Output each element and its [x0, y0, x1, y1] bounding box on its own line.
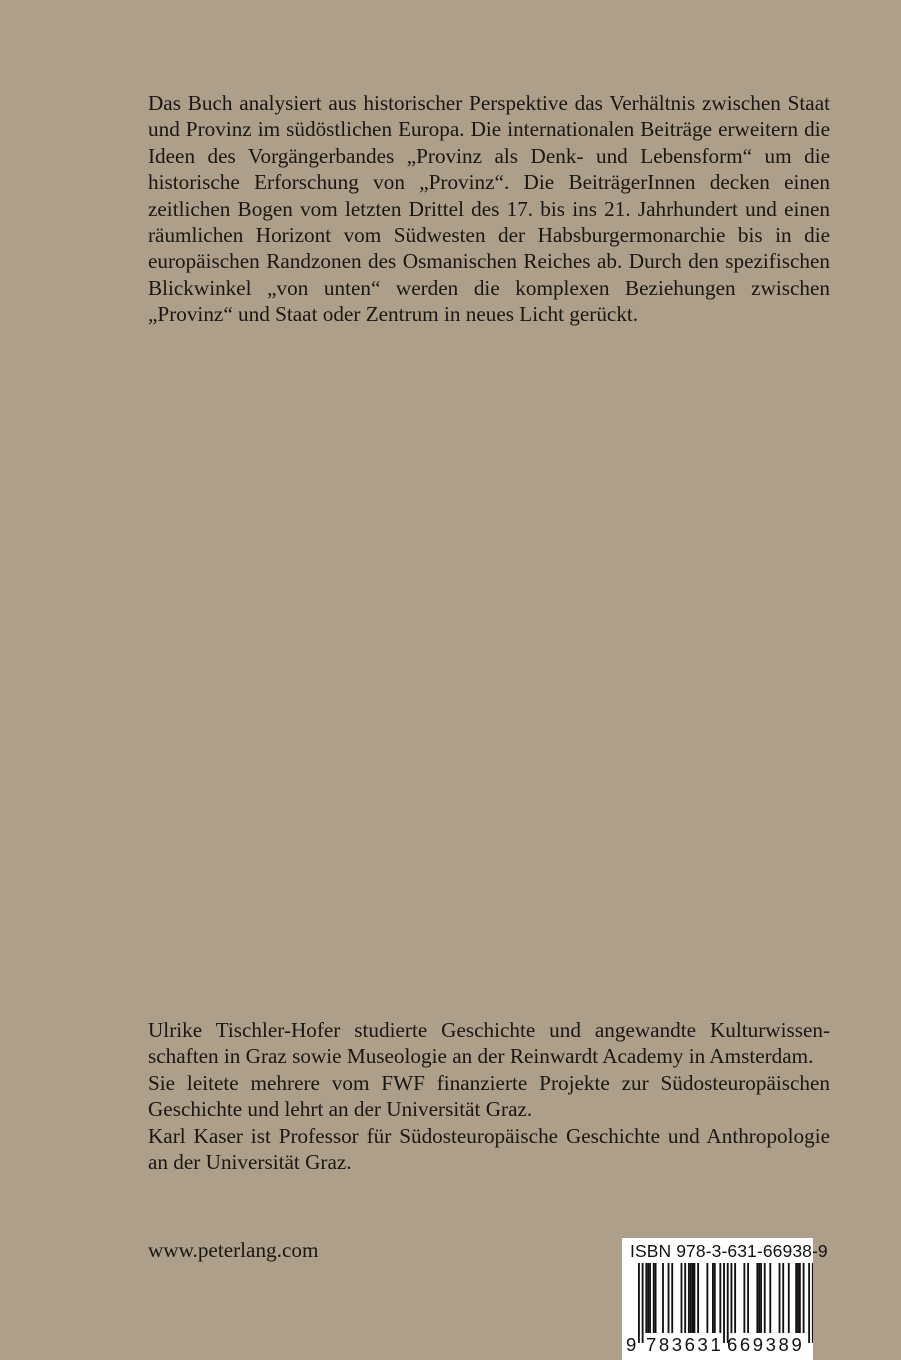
- barcode-bar: [688, 1263, 690, 1333]
- author-bio-line: schaften in Graz sowie Museologie an der Reinwardt Academy in Amsterdam.: [148, 1044, 814, 1069]
- barcode-bar: [788, 1263, 790, 1333]
- barcode-bar: [760, 1263, 762, 1333]
- barcode-bar: [719, 1263, 721, 1333]
- barcode-bar: [782, 1263, 784, 1333]
- author-bio-line: Karl Kaser ist Professor für Südosteuropäische Geschichte und Anthropologie: [148, 1123, 830, 1148]
- isbn-barcode-box: [622, 1238, 828, 1360]
- barcode-bar: [647, 1263, 649, 1333]
- barcode-bar: [803, 1263, 805, 1333]
- barcode-bar: [808, 1263, 810, 1343]
- barcode-bar: [668, 1263, 670, 1333]
- barcode-bar: [764, 1263, 766, 1333]
- barcode-bar: [795, 1263, 797, 1333]
- barcode-bar: [649, 1263, 651, 1333]
- author-bio-line: Sie leitete mehrere vom FWF finanzierte Projekte zur Südosteuropäischen: [148, 1070, 830, 1095]
- barcode-bar: [812, 1263, 813, 1343]
- author-bio: [148, 1017, 830, 1175]
- barcode-bar: [671, 1263, 673, 1333]
- barcode-bar: [694, 1263, 696, 1333]
- author-bio-line: an der Universität Graz.: [148, 1150, 352, 1175]
- barcode-bar: [797, 1263, 799, 1333]
- barcode-bar: [692, 1263, 694, 1333]
- barcode-bar: [799, 1263, 801, 1333]
- barcode-bar: [712, 1263, 714, 1333]
- barcode-bar: [743, 1263, 745, 1333]
- barcode-bar: [769, 1263, 771, 1333]
- barcode-bar: [731, 1263, 733, 1333]
- barcode-bar: [779, 1263, 781, 1333]
- barcode-bar: [690, 1263, 692, 1333]
- barcode-bar: [727, 1263, 729, 1343]
- barcode-digit-first: 9: [626, 1334, 637, 1355]
- author-bio-line: Ulrike Tischler-Hofer studierte Geschichte und angewandte Kulturwissen-: [148, 1018, 830, 1042]
- barcode-bar: [653, 1263, 655, 1333]
- barcode-bar: [758, 1263, 760, 1333]
- author-bio-line: Geschichte und lehrt an der Universität Graz.: [148, 1097, 533, 1122]
- barcode-bar: [697, 1263, 699, 1333]
- barcode-bar: [681, 1263, 683, 1333]
- barcode-bar: [642, 1263, 644, 1343]
- barcode-bar: [714, 1263, 716, 1333]
- barcode-bar: [747, 1263, 749, 1333]
- barcode-bar: [655, 1263, 657, 1333]
- isbn-label: ISBN 978-3-631-66938-9: [630, 1241, 828, 1261]
- barcode-bar: [706, 1263, 708, 1333]
- barcode-bar: [734, 1263, 736, 1333]
- barcode-bar: [645, 1263, 647, 1333]
- barcode-bar: [662, 1263, 664, 1333]
- barcode-digits-left: 783631: [646, 1334, 724, 1355]
- barcode-bar: [756, 1263, 758, 1333]
- barcode-digits-right: 669389: [727, 1334, 805, 1355]
- back-cover-description: Das Buch analysiert aus historischer Perspektive das Verhältnis zwischen Staat und Provinz im südöstlichen Europa. Die internationalen Beiträge erweitern die Ideen des Vorgängerbandes „Provinz als Denk- und Lebensform“ um die historische Erforschung von „Provinz“. Die BeiträgerInnen decken einen zeitlichen Bogen vom letzten Drittel des 17. bis ins 21. Jahrhundert und einen räumlichen Horizont vom Südwesten der Habsburgermonarchie bis in die europäischen Randzonen des Osmanischen Reiches ab. Durch den spezifischen Blickwinkel „von unten“ werden die komplexen Beziehungen zwischen „Provinz“ und Staat oder Zentrum in neues Licht gerückt.: [148, 91, 830, 327]
- barcode-bar: [638, 1263, 640, 1343]
- barcode-bar: [723, 1263, 725, 1343]
- publisher-website[interactable]: www.peterlang.com: [148, 1238, 319, 1262]
- barcode-bar: [684, 1263, 686, 1333]
